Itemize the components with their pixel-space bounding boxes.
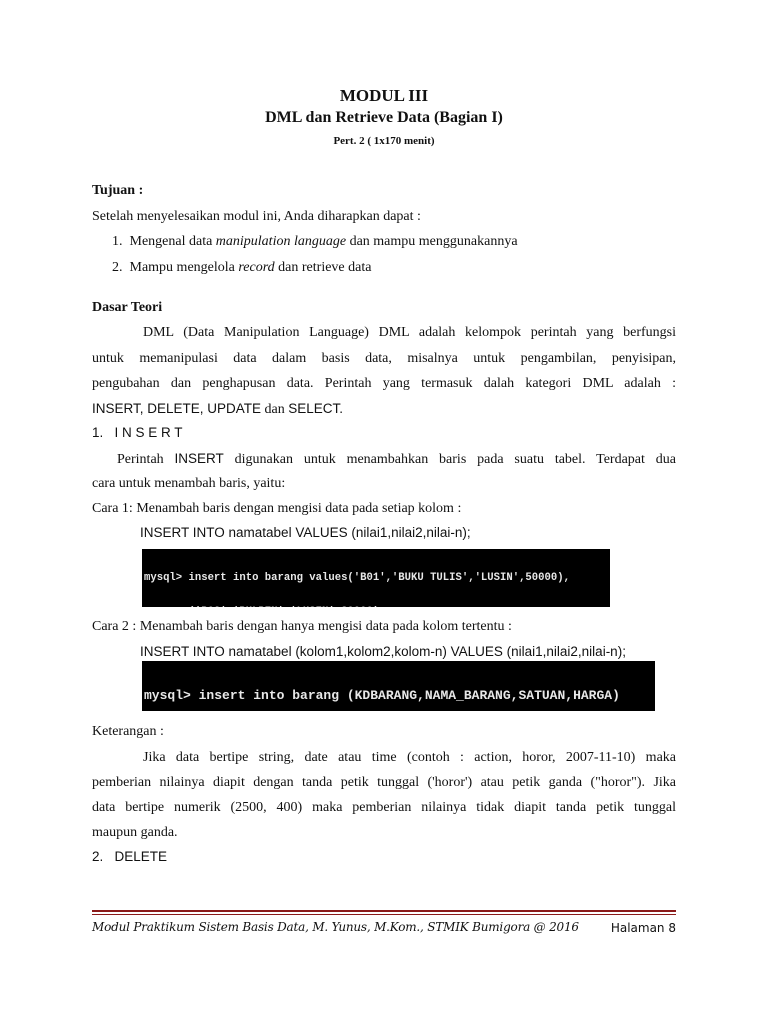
tujuan-item-1: 1. Mengenal data manipulation language dan mampu menggunakannya	[112, 234, 518, 249]
dml-commands-line: INSERT, DELETE, UPDATE dan SELECT.	[92, 401, 344, 417]
module-title: MODUL III	[339, 86, 429, 105]
insert-syntax-2: INSERT INTO namatabel (kolom1,kolom2,kolom-n) VALUES (nilai1,nilai2,nilai-n);	[140, 644, 626, 659]
insert-syntax-1: INSERT INTO namatabel VALUES (nilai1,nilai2,nilai-n);	[140, 525, 471, 540]
terminal-line: mysql> insert into barang (KDBARANG,NAMA_BARANG,SATUAN,HARGA)	[144, 688, 620, 703]
keterangan-heading: Keterangan :	[92, 724, 164, 739]
tujuan-intro: Setelah menyelesaikan modul ini, Anda diharapkan dapat :	[92, 209, 421, 224]
keterangan-line-1: Jika data bertipe string, date atau time (contoh : action, horor, 2007-11-10) maka	[143, 750, 676, 765]
cara-1-text: Cara 1: Menambah baris dengan mengisi data pada setiap kolom :	[92, 501, 462, 516]
insert-desc-line-1: Perintah INSERT digunakan untuk menambahkan baris pada suatu tabel. Terdapat dua	[117, 451, 676, 467]
meeting-info: Pert. 2 ( 1x170 menit)	[333, 135, 435, 147]
insert-section-heading: 1. I N S E R T	[92, 425, 183, 440]
delete-section-heading: 2. DELETE	[92, 849, 168, 864]
footer-divider	[92, 910, 676, 912]
dasar-teori-line-3: pengubahan dan penghapusan data. Perintah yang termasuk dalah kategori DML adalah :	[92, 376, 676, 391]
terminal-screenshot-2	[142, 661, 655, 711]
terminal-line: mysql> insert into barang values('B01','BUKU TULIS','LUSIN',50000),	[144, 571, 570, 584]
tujuan-item-2: 2. Mampu mengelola record dan retrieve data	[112, 260, 372, 275]
footer-text: Modul Praktikum Sistem Basis Data, M. Yunus, M.Kom., STMIK Bumigora @ 2016	[92, 920, 579, 934]
keterangan-line-3: data bertipe numerik (2500, 400) maka pemberian nilainya tidak diapit tanda petik tunggal	[92, 800, 676, 815]
cara-2-text: Cara 2 : Menambah baris dengan hanya mengisi data pada kolom tertentu :	[92, 619, 512, 634]
tujuan-heading: Tujuan :	[92, 183, 144, 198]
keterangan-line-4: maupun ganda.	[92, 825, 178, 840]
dasar-teori-line-1: DML (Data Manipulation Language) DML adalah kelompok perintah yang berfungsi	[143, 325, 676, 340]
page-number: Halaman 8	[610, 921, 676, 935]
dasar-teori-line-2: untuk memanipulasi data dalam basis data, misalnya untuk pengambilan, penyisipan,	[92, 351, 676, 366]
footer-divider-thin	[92, 914, 676, 915]
insert-desc-line-2: cara untuk menambah baris, yaitu:	[92, 476, 286, 491]
keterangan-line-2: pemberian nilainya diapit dengan tanda petik tunggal ('horor') atau petik ganda ("horor"). Jika	[92, 775, 676, 790]
dasar-teori-heading: Dasar Teori	[92, 300, 163, 315]
module-subtitle: DML dan Retrieve Data (Bagian I)	[265, 109, 503, 126]
terminal-screenshot-1	[142, 549, 610, 607]
